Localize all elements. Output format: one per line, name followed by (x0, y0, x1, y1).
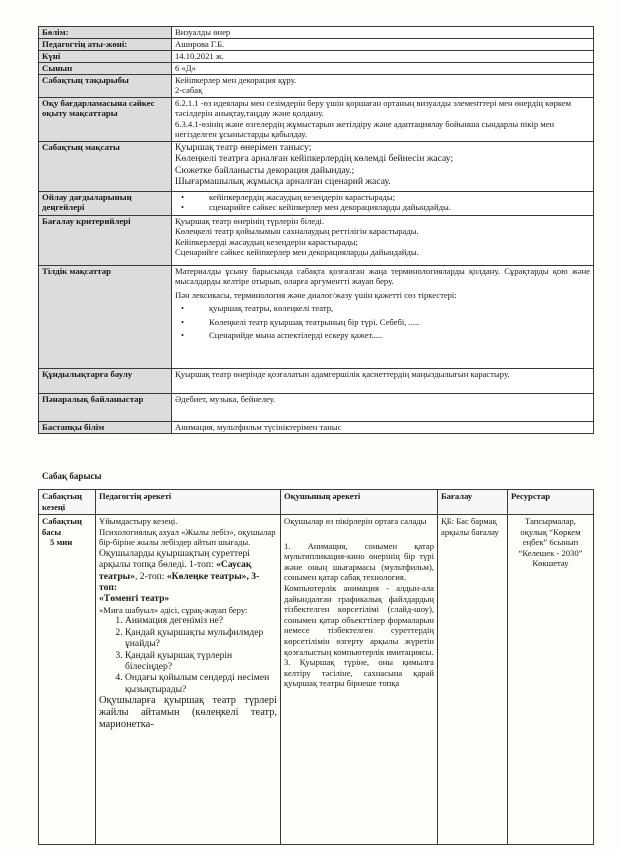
group-2: «Көлеңке театры», 3-топ: (99, 570, 260, 593)
prior-knowledge-row (39, 422, 594, 434)
group-1: «Саусақ театры» (99, 559, 252, 582)
section-label: Бөлім: (39, 27, 172, 39)
criteria-item: Қуыршақ театр өнерінің түрлерін біледі. (175, 216, 324, 226)
date-row (39, 51, 594, 63)
goal-item: Қуыршақ театр өнерімен танысу; (175, 142, 312, 153)
resources-cell: Тапсырмалар, оқулық “Көркем еңбек” 6сынып “Келешек - 2030” Көкшетау (508, 515, 594, 845)
crosscurricular-row (39, 394, 594, 422)
crosscurricular-label: Пәнаралық байланыстар (39, 394, 172, 422)
question-list (99, 615, 277, 695)
class-value: 6 «Д» (172, 63, 594, 75)
section-row (39, 27, 594, 39)
prior-knowledge-label: Бастапқы білім (39, 422, 172, 434)
criteria-value (172, 216, 594, 266)
question-item: 1. Анимация дегеніміз не? (125, 615, 277, 626)
topic-line: Кейіпкерлер мен декорация құру. (175, 75, 297, 85)
goal-row (39, 142, 594, 192)
student-step: Оқушылар өз пікірлерін ортаға салады (284, 516, 427, 526)
language-intro: Материалды ұсыну барысында сабақта қозғалған жаңа терминологияларды қолдану. Сұрақтарды қою және мысалдарды келтіре отырып, оларға аргументті жауап беру. (175, 266, 590, 287)
criteria-item: Көлеңкелі театр қойылымын сахналаудың реттілігін карастырады. (175, 226, 419, 237)
objectives-label: Оқу бағдарламасына сәйкес оқыту мақсаттары (39, 98, 172, 142)
goal-value (172, 142, 594, 192)
stage-duration: 5 мин (50, 537, 73, 548)
objective-item: 6.2.1.1 -өз идеялары мен сезімдерін беру үшін қоршаған ортаның визуалды элементтері мен өнердің көркем тәсілдерін анықтау,таңдау және қолдану. (175, 98, 572, 119)
objectives-row (39, 98, 594, 142)
language-row (39, 266, 594, 369)
student-step: 3. Қуыршақ түріне, оны қимылға келтіру тәсіліне, сахнасына қарай қуыршақ театры бірнеше топқа (284, 657, 434, 689)
values-label: Құндылықтарға баулу (39, 369, 172, 394)
goal-item: Көлеңкелі театрға арналған кейіпкерлердің көлемді бейнесін жасау; (175, 153, 454, 165)
assessment-cell: ҚБ: Бас бармақ арқылы бағалау (438, 515, 508, 845)
student-step: 1. Анимация, сонымен қатар мультипликация-кино өнерінің бір түрі және оның шығармасы (мультфильм), сонымен қатар сабақ технология. (284, 540, 434, 583)
language-value (172, 266, 594, 369)
lesson-progress-table (38, 489, 594, 845)
values-row (39, 369, 594, 394)
date-label: Күні (39, 51, 172, 63)
progress-header-row (39, 490, 594, 515)
grouping-intro: Оқушыларды қуыршақтың суреттері арқылы топқа бөледі. 1-топ: (99, 547, 250, 571)
lesson-number: 2-сабақ (175, 85, 203, 96)
lesson-plan-header-table (38, 26, 594, 434)
objective-item: 6.3.4.1-өзінің және өзгелердің жұмыстарын жетілдіру және адаптациялау бойынша сындарлы пікір мен негізделген ұсыныстарды қабылдау. (175, 118, 555, 140)
date-value: 14.10.2021 ж. (172, 51, 594, 63)
criteria-row (39, 216, 594, 266)
prior-knowledge-value: Анимация, мультфильм түсініктерімен таныс (172, 422, 594, 434)
column-header: Ресурстар (508, 490, 594, 515)
criteria-label: Бағалау критерийлері (39, 216, 172, 266)
grouping-sep: , 2-топ: (134, 570, 165, 582)
phrase-item: • Көлеңкелі театр қуыршақ театрының бір түрі. Себебі, ..... (175, 317, 590, 327)
phrase-item: • Сценарийде мына аспектілерді ескеру қажет..... (175, 330, 590, 340)
crosscurricular-value: Әдебиет, музыка, бейнелеу. (172, 394, 594, 422)
values-value: Қуыршақ театр өнерінде қозғалатын адамгершілік қасиеттердің маңыздылығын карастыру. (172, 369, 594, 394)
thinking-item: • кейіпкерлердің жасаудың кезеңдерін карастырады; (175, 192, 590, 202)
class-row (39, 63, 594, 75)
question-item: 4. Ондағы қойылым сендерді несімен қызықтырады? (125, 672, 277, 695)
student-activity-cell (281, 515, 438, 845)
class-label: Сынып (39, 63, 172, 75)
topic-label: Сабақтың тақырыбы (39, 75, 172, 98)
column-header: Сабақтың кезеңі (39, 490, 96, 515)
topic-row (39, 75, 594, 98)
criteria-item: Сценарийге сәйкес кейіпкерлер мен декорацияларды дайындайды. (175, 247, 419, 258)
group-3: «Төменгі театр» (99, 593, 170, 605)
progress-row (39, 515, 594, 845)
thinking-value (172, 192, 594, 216)
teacher-label: Педагогтің аты-жөні: (39, 39, 172, 51)
question-item: 3. Қандай қуыршақ түрлерін білесіңдер? (125, 650, 277, 673)
stage-name: Сабақтың басы (42, 516, 82, 537)
language-label: Тілдік мақсаттар (39, 266, 172, 369)
thinking-row (39, 192, 594, 216)
phrase-item: • қуыршақ театры, көлеңкелі театр, (175, 303, 590, 313)
teacher-row (39, 39, 594, 51)
teacher-step: Психологиялық ахуал «Жылы лебіз», оқушылар бір-біріне жылы лебіздер айтып шығады. (99, 526, 276, 548)
grouping-text (99, 548, 277, 605)
teacher-value: Аширова Г.Б. (172, 39, 594, 51)
teacher-step: «Миға шабуыл» әдісі, сұрақ-жауап беру: (99, 604, 248, 615)
teacher-activity-cell (96, 515, 281, 845)
criteria-item: Кейіпкерлерді жасаудың кезеңдерін карастырады; (175, 236, 358, 247)
section-value: Визуалды өнер (172, 27, 594, 39)
teacher-step: Ұйымдастыру кезеңі. (99, 516, 178, 526)
teacher-step: Оқушыларға қуыршақ театр түрлері жайлы айтамын (көлеңкелі театр, марионетка- (99, 695, 277, 731)
thinking-label: Ойлау дағдыларының деңгейлері (39, 192, 172, 216)
column-header: Бағалау (438, 490, 508, 515)
column-header: Педагогтің әрекеті (96, 490, 281, 515)
goal-label: Сабақтың мақсаты (39, 142, 172, 192)
thinking-item: • сценарийге сәйкес кейіпкерлер мен декорацияларды дайындайды. (175, 202, 590, 212)
topic-value (172, 75, 594, 98)
question-item: 2. Қандай қуыршақты мульфилмдер ұнайды? (125, 627, 277, 650)
lesson-progress-title: Сабақ барысы (42, 471, 102, 481)
goal-item: Шығармашылық жұмысқа арналған сценарий жасау. (175, 176, 391, 188)
student-step: Компьютерлік анимация - алдын-ала дайындалған графикалық файлдардың тізбектелген көрсетілімі (слайд-шоу), сонымен қатар объекттілер формаларын немесе тізбектелген суреттердің көрсетілімін өзгерту арқылы жүретін қозғалыстың компьютерлік имитациясы. (284, 582, 434, 657)
goal-item: Сюжетке байланысты декорация дайындау.; (175, 164, 355, 176)
stage-cell (39, 515, 96, 845)
column-header: Оқушының әрекеті (281, 490, 438, 515)
objectives-value (172, 98, 594, 142)
phrases-intro: Пән лексикасы, терминология және диалог/жазу үшін қажетті сөз тіркестері: (175, 289, 457, 300)
